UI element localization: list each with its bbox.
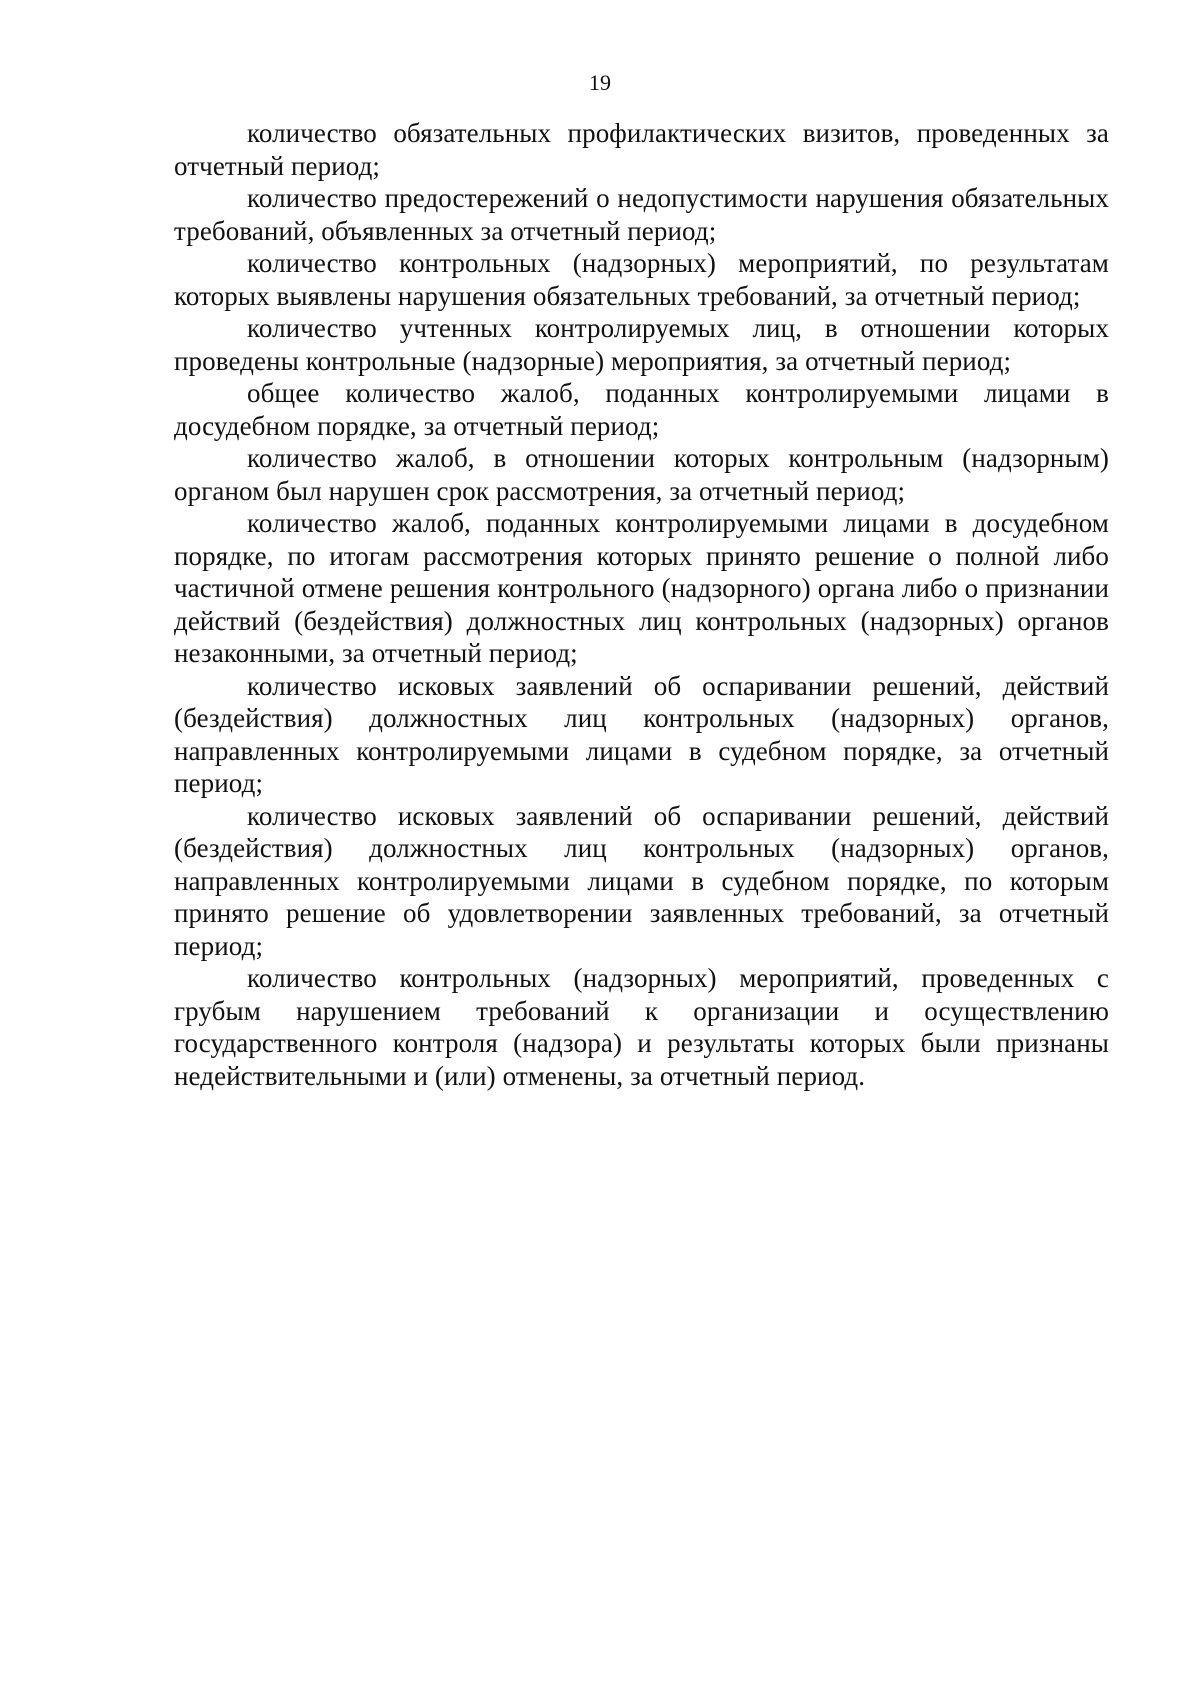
- paragraph-5: общее количество жалоб, поданных контролируемыми лицами в досудебном порядке, за отчетный период;: [174, 378, 1109, 441]
- paragraph-1: количество обязательных профилактических визитов, проведенных за отчетный период;: [174, 118, 1109, 181]
- paragraph-6: количество жалоб, в отношении которых контрольным (надзорным) органом был нарушен срок рассмотрения, за отчетный период;: [174, 443, 1109, 506]
- page-number: 19: [589, 70, 611, 95]
- paragraph-7: количество жалоб, поданных контролируемыми лицами в досудебном порядке, по итогам рассмотрения которых принято решение о полной либо частичной отмене решения контрольного (надзорного) органа либо о признании действий (бездействия) должностных лиц контрольных (надзорных) органов незаконными, за отчетный период;: [174, 508, 1109, 668]
- paragraph-3: количество контрольных (надзорных) мероприятий, по результатам которых выявлены нарушения обязательных требований, за отчетный период;: [174, 248, 1109, 311]
- paragraph-2: количество предостережений о недопустимости нарушения обязательных требований, объявленных за отчетный период;: [174, 183, 1109, 246]
- paragraph-9: количество исковых заявлений об оспаривании решений, действий (бездействия) должностных лиц контрольных (надзорных) органов, направленных контролируемыми лицами в судебном порядке, по которым принято решение об удовлетворении заявленных требований, за отчетный период;: [174, 800, 1109, 961]
- paragraph-8: количество исковых заявлений об оспаривании решений, действий (бездействия) должностных лиц контрольных (надзорных) органов, направленных контролируемыми лицами в судебном порядке, за отчетный период;: [174, 670, 1109, 798]
- paragraph-4: количество учтенных контролируемых лиц, в отношении которых проведены контрольные (надзорные) мероприятия, за отчетный период;: [174, 313, 1109, 376]
- paragraph-10: количество контрольных (надзорных) мероприятий, проведенных с грубым нарушением требований к организации и осуществлению государственного контроля (надзора) и результаты которых были признаны недействительными и (или) отменены, за отчетный период.: [174, 963, 1109, 1091]
- document-body: [174, 117, 1109, 1092]
